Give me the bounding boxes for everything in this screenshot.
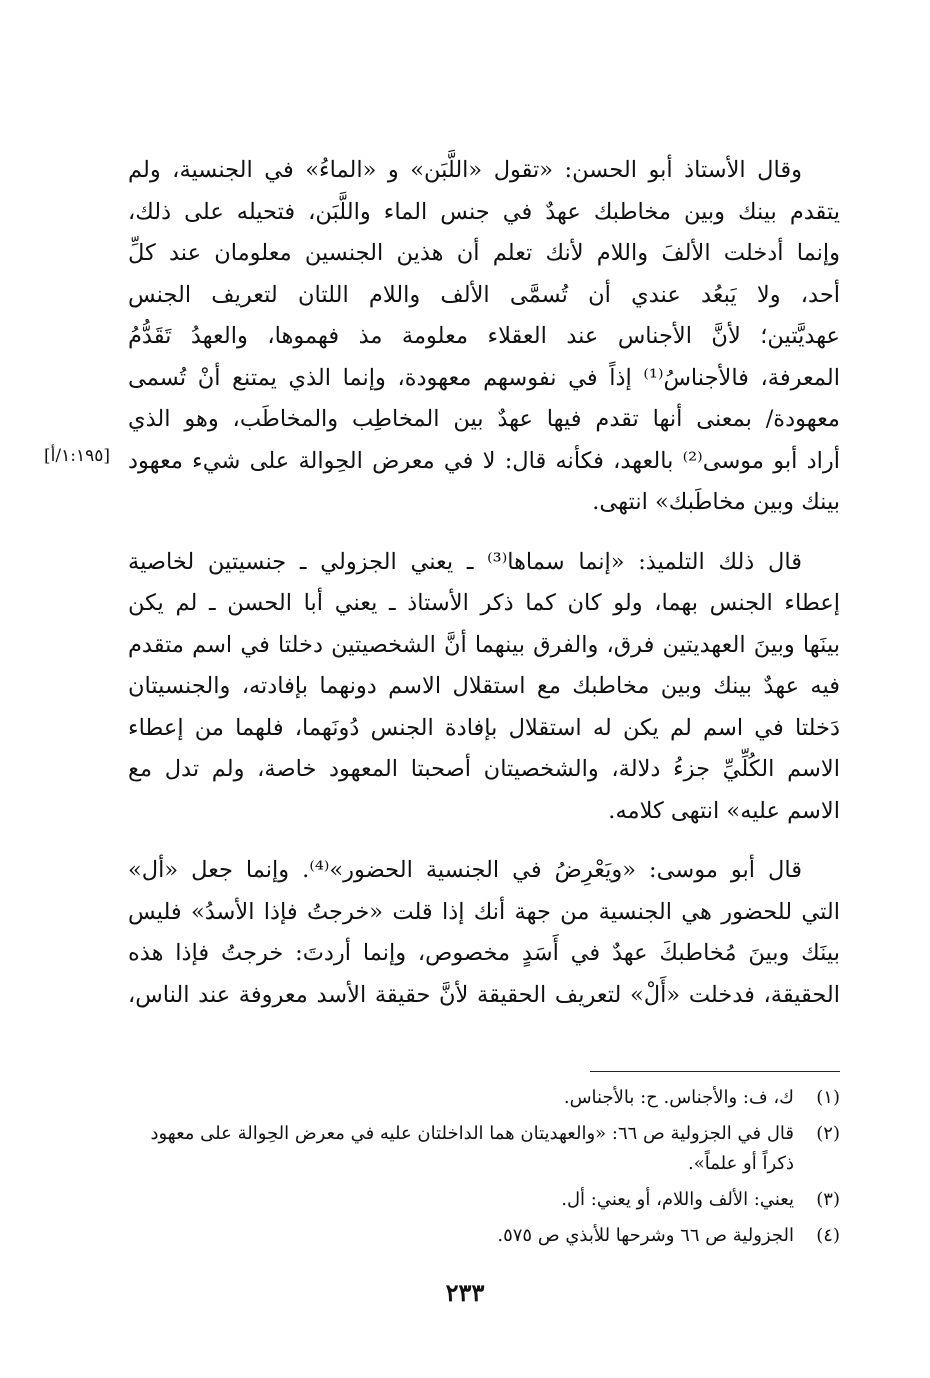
main-text: [128, 150, 840, 1034]
footnote-divider: [590, 1071, 840, 1072]
text-line: وإنما أدخلت الألفَ واللام لأنك تعلم أن هذين الجنسين معلومان عند كلِّ: [128, 240, 840, 266]
text-line: قال أبو موسى: «ويَعْرِضُ في الجنسية الحضور»⁽⁴⁾. وإنما جعل «أل»: [128, 857, 802, 883]
text-line: الاسم عليه» انتهى كلامه.: [608, 797, 840, 824]
paragraph-3: [128, 850, 840, 1016]
footnote: [128, 1083, 840, 1113]
footnote: [128, 1221, 840, 1251]
footnote-text: يعني: الألف واللام، أو يعني: أل.: [561, 1189, 794, 1210]
manuscript-folio-reference: [١:١٩٥/أ]: [44, 446, 110, 466]
footnote-text: ك، ف: والأجناس. ح: بالأجناس.: [563, 1087, 794, 1108]
footnotes: [128, 1083, 840, 1257]
text-line: التي للحضور هي الجنسية من جهة أنك إذا قلت «خرجتُ فإذا الأسدُ» فليس: [128, 898, 840, 925]
footnote-number: (١): [816, 1087, 840, 1108]
paragraph-1: [128, 150, 840, 524]
text-line: الحقيقة، فدخلت «أَلْ» لتعريف الحقيقة لأنَّ حقيقة الأسد معروفة عند الناس،: [128, 981, 840, 1008]
footnote-text: الجزولية ص ٦٦ وشرحها للأبذي ص ٥٧٥.: [497, 1225, 794, 1246]
text-line: المعرفة، فالأجناسُ⁽¹⁾ إذاً في نفوسهم معهودة، وإنما الذي يمتنع أنْ تُسمى: [128, 364, 840, 391]
footnote-text: قال في الجزولية ص ٦٦: «والعهديتان هما الداخلتان عليه في معرض الحِوالة على معهود ذكراً أو علماً».: [150, 1123, 794, 1174]
footnote-number: (٣): [816, 1189, 840, 1210]
text-line: أراد أبو موسى⁽²⁾ بالعهد، فكأنه قال: لا في معرض الحِوالة على شيء معهود: [128, 447, 840, 474]
text-line: إعطاء الجنس بهما، ولو كان كما ذكر الأستاذ ـ يعني أبا الحسن ـ لم يكن: [128, 590, 840, 616]
text-line: بينَها وبينَ العهديتين فرق، والفرق بينهما أنَّ الشخصيتين دخلتا في اسم متقدم: [128, 631, 840, 658]
paragraph-2: [128, 542, 840, 833]
text-line: عهديَّتين؛ لأنَّ الأجناس عند العقلاء معلومة مذ فهموها، والعهدُ تَقَدُّمُ: [128, 323, 840, 349]
text-line: الاسم الكُلِّيِّ جزءُ دلالة، والشخصيتان أصحبتا المعهود خاصة، ولم تدل مع: [128, 756, 840, 782]
footnote: [128, 1185, 840, 1215]
text-line: معهودة/ بمعنى أنها تقدم فيها عهدٌ بين المخاطِب والمخاطَب، وهو الذي: [128, 406, 840, 432]
text-line: قال ذلك التلميذ: «إنما سماها⁽³⁾ ـ يعني الجزولي ـ جنسيتين لخاصية: [128, 548, 802, 575]
page-number: ٢٣٣: [445, 1278, 485, 1307]
footnote: [128, 1119, 840, 1179]
text-line: دَخلتا في اسم لم يكن له استقلال بإفادة الجنس دُونَهما، فلهما من إعطاء: [128, 714, 840, 741]
footnote-number: (٤): [816, 1225, 840, 1246]
text-line: فيه عهدٌ بينك وبين مخاطبك مع استقلال الاسم دونهما بإفادته، والجنسيتان: [128, 673, 840, 699]
footnote-number: (٢): [816, 1123, 840, 1144]
text-line: بينك وبين مخاطَبك» انتهى.: [592, 489, 840, 515]
text-line: أحد، ولا يَبعُد عندي أن تُسمَّى الألف واللام اللتان لتعريف الجنس: [128, 281, 840, 308]
text-line: وقال الأستاذ أبو الحسن: «تقول «اللَّبَن» و «الماءُ» في الجنسية، ولم: [128, 157, 802, 183]
text-line: يتقدم بينك وبين مخاطبك عهدٌ في جنس الماء واللَّبَن، فتحيله على ذلك،: [128, 198, 840, 225]
text-line: بينَك وبينَ مُخاطبكَ عهدٌ في أَسَدٍ مخصوص، وإنما أردتَ: خرجتُ فإذا هذه: [128, 940, 840, 966]
